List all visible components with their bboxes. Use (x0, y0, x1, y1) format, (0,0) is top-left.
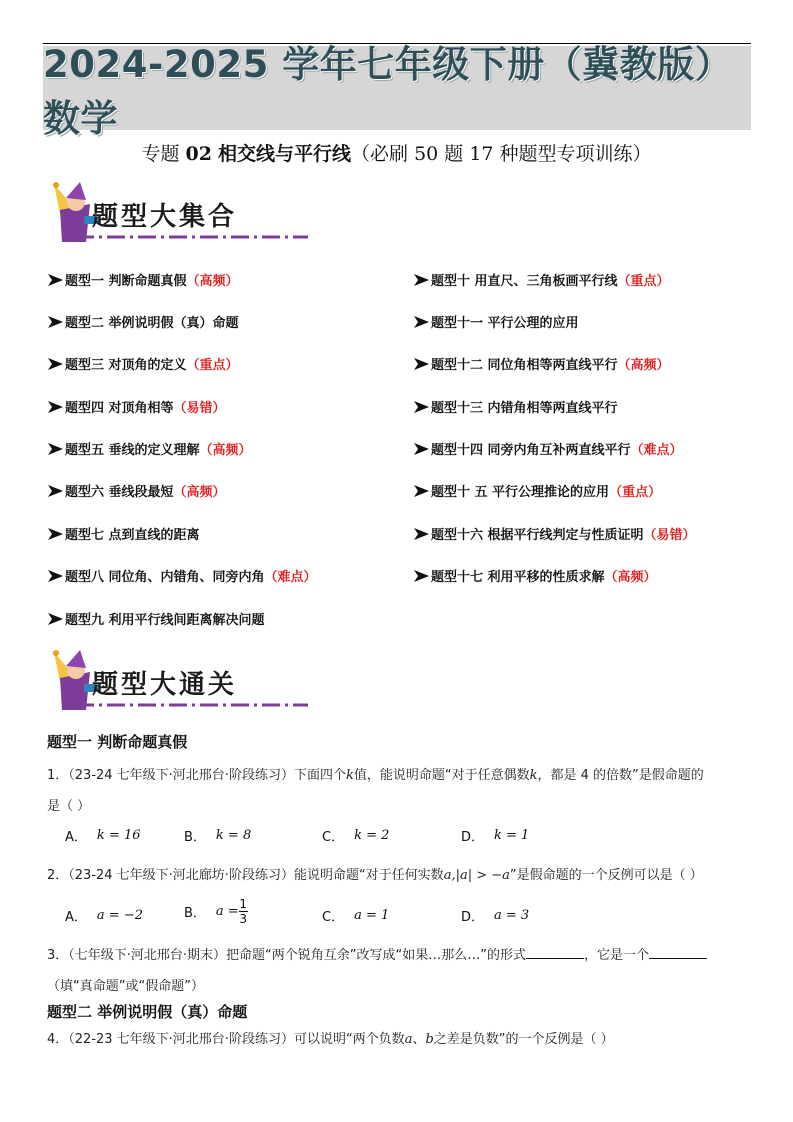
toc-label: 题型十六 根据平行线判定与性质证明 (431, 528, 644, 543)
q1-var: k (345, 768, 354, 783)
section-banner-practice (46, 648, 266, 718)
q4-text: 、 (412, 1032, 426, 1047)
toc-label: 题型九 利用平行线间距离解决问题 (65, 613, 265, 628)
q1-text: 1．（23-24 七年级下·河北邢台·阶段练习）下面四个 (47, 768, 346, 783)
toc-label: 题型三 对顶角的定义 (65, 358, 187, 373)
option-b[interactable] (184, 898, 248, 925)
toc-label: 题型十一 平行公理的应用 (431, 316, 579, 331)
q4-text: 4．（22-23 七年级下·河北邢台·阶段练习）可以说明“两个负数 (47, 1032, 405, 1047)
arrowhead-icon (413, 527, 430, 541)
option-letter: A． (65, 830, 87, 845)
option-a[interactable] (65, 826, 140, 845)
question-3-line-2: （填“真命题”或“假命题”） (47, 979, 204, 994)
toc-label: 题型十 用直尺、三角板画平行线 (431, 274, 618, 289)
arrowhead-icon (413, 442, 430, 456)
answer-blank[interactable] (526, 947, 584, 959)
toc-label: 题型八 同位角、内错角、同旁内角 (65, 570, 265, 585)
toc-tag: （重点） (609, 485, 662, 500)
subtitle-topic: 相交线与平行线 (218, 143, 352, 165)
arrowhead-icon (413, 400, 430, 414)
option-letter: A． (65, 910, 87, 925)
q4-var: a (404, 1032, 413, 1047)
q2-text: ”是假命题的一个反例可以是（ ） (509, 868, 703, 883)
toc-item[interactable] (47, 354, 239, 373)
option-b[interactable] (184, 826, 251, 845)
toc-item[interactable] (47, 566, 317, 585)
option-value: a = −2 (96, 908, 143, 923)
question-type-heading: 题型二 举例说明假（真）命题 (47, 1003, 248, 1021)
option-value: a = 3 (494, 908, 530, 923)
toc-label: 题型十 五 平行公理推论的应用 (431, 485, 610, 500)
q2-math: a,|a| > −a (443, 868, 510, 883)
q1-text: ，都是 4 的倍数”是假命题的 (537, 768, 704, 783)
toc-tag: （高频） (199, 443, 252, 458)
arrowhead-icon (413, 569, 430, 583)
toc-item[interactable] (413, 312, 579, 331)
toc-tag: （高频） (186, 274, 239, 289)
arrowhead-icon (413, 484, 430, 498)
q3-text: 3．（七年级下·河北邢台·期末）把命题“两个锐角互余”改写成“如果…那么…”的形式 (47, 948, 526, 963)
option-c[interactable] (322, 906, 389, 925)
toc-item[interactable] (413, 566, 657, 585)
option-letter: D． (461, 830, 485, 845)
question-1-line-1 (47, 764, 704, 783)
arrowhead-icon (47, 612, 64, 626)
option-d[interactable] (461, 906, 529, 925)
toc-tag: （难点） (264, 570, 317, 585)
toc-item[interactable] (413, 354, 670, 373)
arrowhead-icon (47, 442, 64, 456)
option-letter: D． (461, 910, 485, 925)
toc-label: 题型二 举例说明假（真）命题 (65, 316, 239, 331)
toc-tag: （高频） (604, 570, 657, 585)
question-1-line-2: 是（ ） (47, 799, 91, 814)
q4-var: b (425, 1032, 434, 1047)
subtitle-prefix: 专题 (141, 143, 180, 165)
toc-tag: （高频） (617, 358, 670, 373)
subtitle-rest: （必刷 50 题 17 种题型专项训练） (351, 143, 652, 165)
question-2-line (47, 864, 703, 883)
fraction-numerator: 1 (239, 897, 248, 911)
q1-text: 值，能说明命题“对于任意偶数 (353, 768, 530, 783)
fraction-denominator: 3 (239, 912, 248, 926)
toc-label: 题型十四 同旁内角互补两直线平行 (431, 443, 631, 458)
section-title: 题型大通关 (92, 670, 238, 700)
toc-label: 题型十七 利用平移的性质求解 (431, 570, 605, 585)
toc-label: 题型五 垂线的定义理解 (65, 443, 200, 458)
option-a[interactable] (65, 906, 143, 925)
toc-item[interactable] (47, 481, 226, 500)
toc-tag: （难点） (630, 443, 683, 458)
arrowhead-icon (47, 569, 64, 583)
arrowhead-icon (413, 357, 430, 371)
toc-item[interactable] (413, 439, 683, 458)
option-letter: C． (322, 830, 345, 845)
title-banner (43, 43, 751, 140)
q3-text: ，它是一个 (583, 948, 649, 963)
arrowhead-icon (47, 315, 64, 329)
option-value: a = 1 (354, 908, 390, 923)
arrowhead-icon (413, 273, 430, 287)
fraction (239, 898, 248, 925)
subtitle-code: 02 (185, 143, 212, 165)
arrowhead-icon (47, 400, 64, 414)
question-3-line-1 (47, 944, 707, 963)
toc-label: 题型一 判断命题真假 (65, 274, 187, 289)
toc-tag: （易错） (643, 528, 696, 543)
arrowhead-icon (47, 273, 64, 287)
q1-var: k (529, 768, 538, 783)
toc-tag: （高频） (173, 485, 226, 500)
toc-item[interactable] (47, 312, 239, 331)
toc-label: 题型十三 内错角相等两直线平行 (431, 401, 618, 416)
question-4-line (47, 1028, 614, 1047)
option-letter: B． (184, 830, 206, 845)
option-value: a = (215, 904, 239, 919)
q2-text: 2．（23-24 七年级下·河北廊坊·阶段练习）能说明命题“对于任何实数 (47, 868, 444, 883)
toc-item[interactable] (413, 524, 696, 543)
subtitle (0, 139, 793, 166)
toc-label: 题型四 对顶角相等 (65, 401, 174, 416)
option-value: k = 2 (354, 828, 390, 843)
option-letter: C． (322, 910, 345, 925)
arrowhead-icon (47, 527, 64, 541)
answer-blank[interactable] (649, 947, 707, 959)
q4-text: 之差是负数”的一个反例是（ ） (433, 1032, 614, 1047)
toc-item[interactable] (47, 270, 239, 289)
toc-item[interactable] (47, 609, 265, 628)
toc-label: 题型十二 同位角相等两直线平行 (431, 358, 618, 373)
toc-item[interactable] (47, 439, 252, 458)
section-banner-collection (46, 180, 266, 250)
banner-title: 2024-2025 学年七年级下册（冀教版）数学 (43, 43, 733, 140)
toc-item[interactable] (413, 481, 661, 500)
question-type-heading: 题型一 判断命题真假 (47, 733, 188, 751)
arrowhead-icon (47, 357, 64, 371)
decorative-dash-line (76, 702, 308, 708)
option-value: k = 16 (96, 828, 141, 843)
toc-label: 题型七 点到直线的距离 (65, 528, 200, 543)
toc-item[interactable] (413, 397, 618, 416)
toc-tag: （重点） (617, 274, 670, 289)
option-d[interactable] (461, 826, 529, 845)
option-value: k = 1 (494, 828, 530, 843)
toc-tag: （重点） (186, 358, 239, 373)
toc-item[interactable] (413, 270, 670, 289)
toc-item[interactable] (47, 524, 200, 543)
arrowhead-icon (47, 484, 64, 498)
arrowhead-icon (413, 315, 430, 329)
option-letter: B． (184, 906, 206, 921)
option-c[interactable] (322, 826, 389, 845)
toc-label: 题型六 垂线段最短 (65, 485, 174, 500)
decorative-dash-line (76, 234, 308, 240)
option-value: k = 8 (215, 828, 252, 843)
toc-tag: （易错） (173, 401, 226, 416)
toc-item[interactable] (47, 397, 226, 416)
section-title: 题型大集合 (92, 202, 238, 232)
